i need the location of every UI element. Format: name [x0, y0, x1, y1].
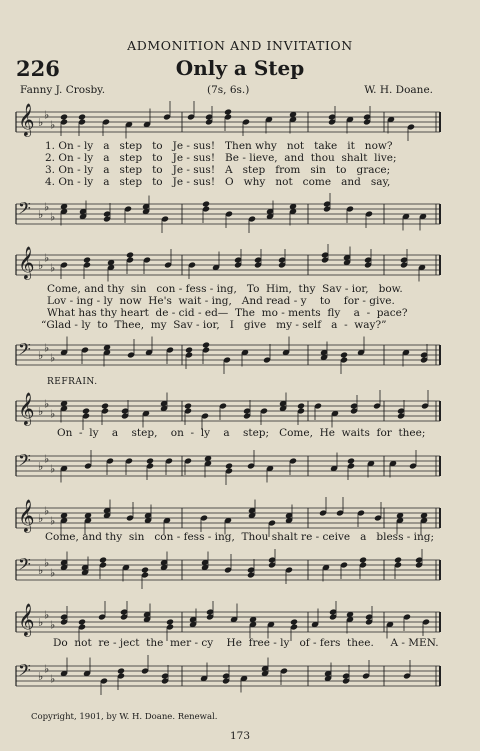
flat-sign-icon: ♭ [50, 618, 56, 632]
flat-sign-icon: ♭ [38, 460, 44, 473]
section-title: ADMONITION AND INVITATION [127, 38, 353, 53]
bass-clef-icon: 𝄢 [18, 660, 31, 684]
flat-sign-icon: ♭ [50, 514, 56, 528]
flat-sign-icon: ♭ [38, 616, 44, 629]
bass-staff-1 [12, 196, 442, 236]
flat-sign-icon: ♭ [50, 210, 56, 224]
flat-sign-icon: ♭ [44, 200, 50, 214]
flat-sign-icon: ♭ [50, 261, 56, 275]
bass-clef-icon: 𝄢 [18, 554, 31, 578]
bass-staff-5 [12, 658, 442, 698]
treble-clef-icon: 𝄞 [18, 103, 35, 136]
bass-clef-icon: 𝄢 [18, 339, 31, 363]
verse-1-cont-text: Come, and thy sin con - fess - ing, To Him, thy Sav - ior, bow. [47, 283, 403, 295]
flat-sign-icon: ♭ [38, 405, 44, 418]
verse-3-cont-text: What has thy heart de - cid - ed— The mo - ments fly a - pace? [47, 307, 408, 319]
flat-sign-icon: ♭ [38, 116, 44, 129]
refrain-3-text: Do not re - ject the mer - cy He free - ly of - fers thee. A - MEN. [53, 637, 439, 649]
bass-staff-3 [12, 448, 442, 488]
verse-2-cont-text: Lov - ing - ly now He's wait - ing, And read - y to for - give. [47, 295, 395, 307]
refrain-label: REFRAIN. [47, 377, 98, 387]
flat-sign-icon: ♭ [44, 662, 50, 676]
flat-sign-icon: ♭ [50, 351, 56, 365]
composer-credit: W. H. Doane. [364, 84, 433, 96]
flat-sign-icon: ♭ [44, 397, 50, 411]
flat-sign-icon: ♭ [38, 259, 44, 272]
verse-4-cont-text: “Glad - ly to Thee, my Sav - ior, I give my - self a - way?” [41, 319, 387, 331]
flat-sign-icon: ♭ [38, 512, 44, 525]
treble-clef-icon: 𝄞 [18, 499, 35, 532]
verse-1-text: 1. On - ly a step to Je - sus! Then why not take it now? [45, 140, 393, 152]
flat-sign-icon: ♭ [50, 672, 56, 686]
flat-sign-icon: ♭ [44, 504, 50, 518]
flat-sign-icon: ♭ [44, 251, 50, 265]
flat-sign-icon: ♭ [50, 407, 56, 421]
bass-clef-icon: 𝄢 [18, 450, 31, 474]
treble-clef-icon: 𝄞 [18, 246, 35, 279]
page-number: 173 [229, 730, 251, 742]
treble-clef-icon: 𝄞 [18, 603, 35, 636]
flat-sign-icon: ♭ [50, 566, 56, 580]
flat-sign-icon: ♭ [38, 208, 44, 221]
flat-sign-icon: ♭ [44, 108, 50, 122]
treble-staff-1 [12, 104, 442, 144]
author-credit: Fanny J. Crosby. [20, 84, 106, 96]
flat-sign-icon: ♭ [44, 452, 50, 466]
flat-sign-icon: ♭ [44, 341, 50, 355]
hymn-number: 226 [16, 56, 60, 81]
flat-sign-icon: ♭ [38, 349, 44, 362]
flat-sign-icon: ♭ [50, 462, 56, 476]
treble-staff-2 [12, 247, 442, 287]
copyright-notice: Copyright, 1901, by W. H. Doane. Renewal. [31, 712, 218, 722]
treble-clef-icon: 𝄞 [18, 392, 35, 425]
bass-staff-4 [12, 552, 442, 592]
verse-3-text: 3. On - ly a step to Je - sus! A step from sin to grace; [45, 164, 391, 176]
flat-sign-icon: ♭ [50, 118, 56, 132]
flat-sign-icon: ♭ [44, 556, 50, 570]
verse-2-text: 2. On - ly a step to Je - sus! Be - lieve, and thou shalt live; [45, 152, 397, 164]
refrain-1-text: On - ly a step, on - ly a step; Come, He waits for thee; [57, 427, 426, 439]
meter-label: (7s, 6s.) [207, 84, 250, 96]
flat-sign-icon: ♭ [44, 608, 50, 622]
bass-staff-2 [12, 337, 442, 377]
verse-4-text: 4. On - ly a step to Je - sus! O why not come and say, [45, 176, 391, 188]
flat-sign-icon: ♭ [38, 564, 44, 577]
flat-sign-icon: ♭ [38, 670, 44, 683]
bass-clef-icon: 𝄢 [18, 198, 31, 222]
refrain-2-text: Come, and thy sin con - fess - ing, Thou shalt re - ceive a bless - ing; [45, 531, 435, 543]
hymn-title: Only a Step [175, 56, 305, 80]
